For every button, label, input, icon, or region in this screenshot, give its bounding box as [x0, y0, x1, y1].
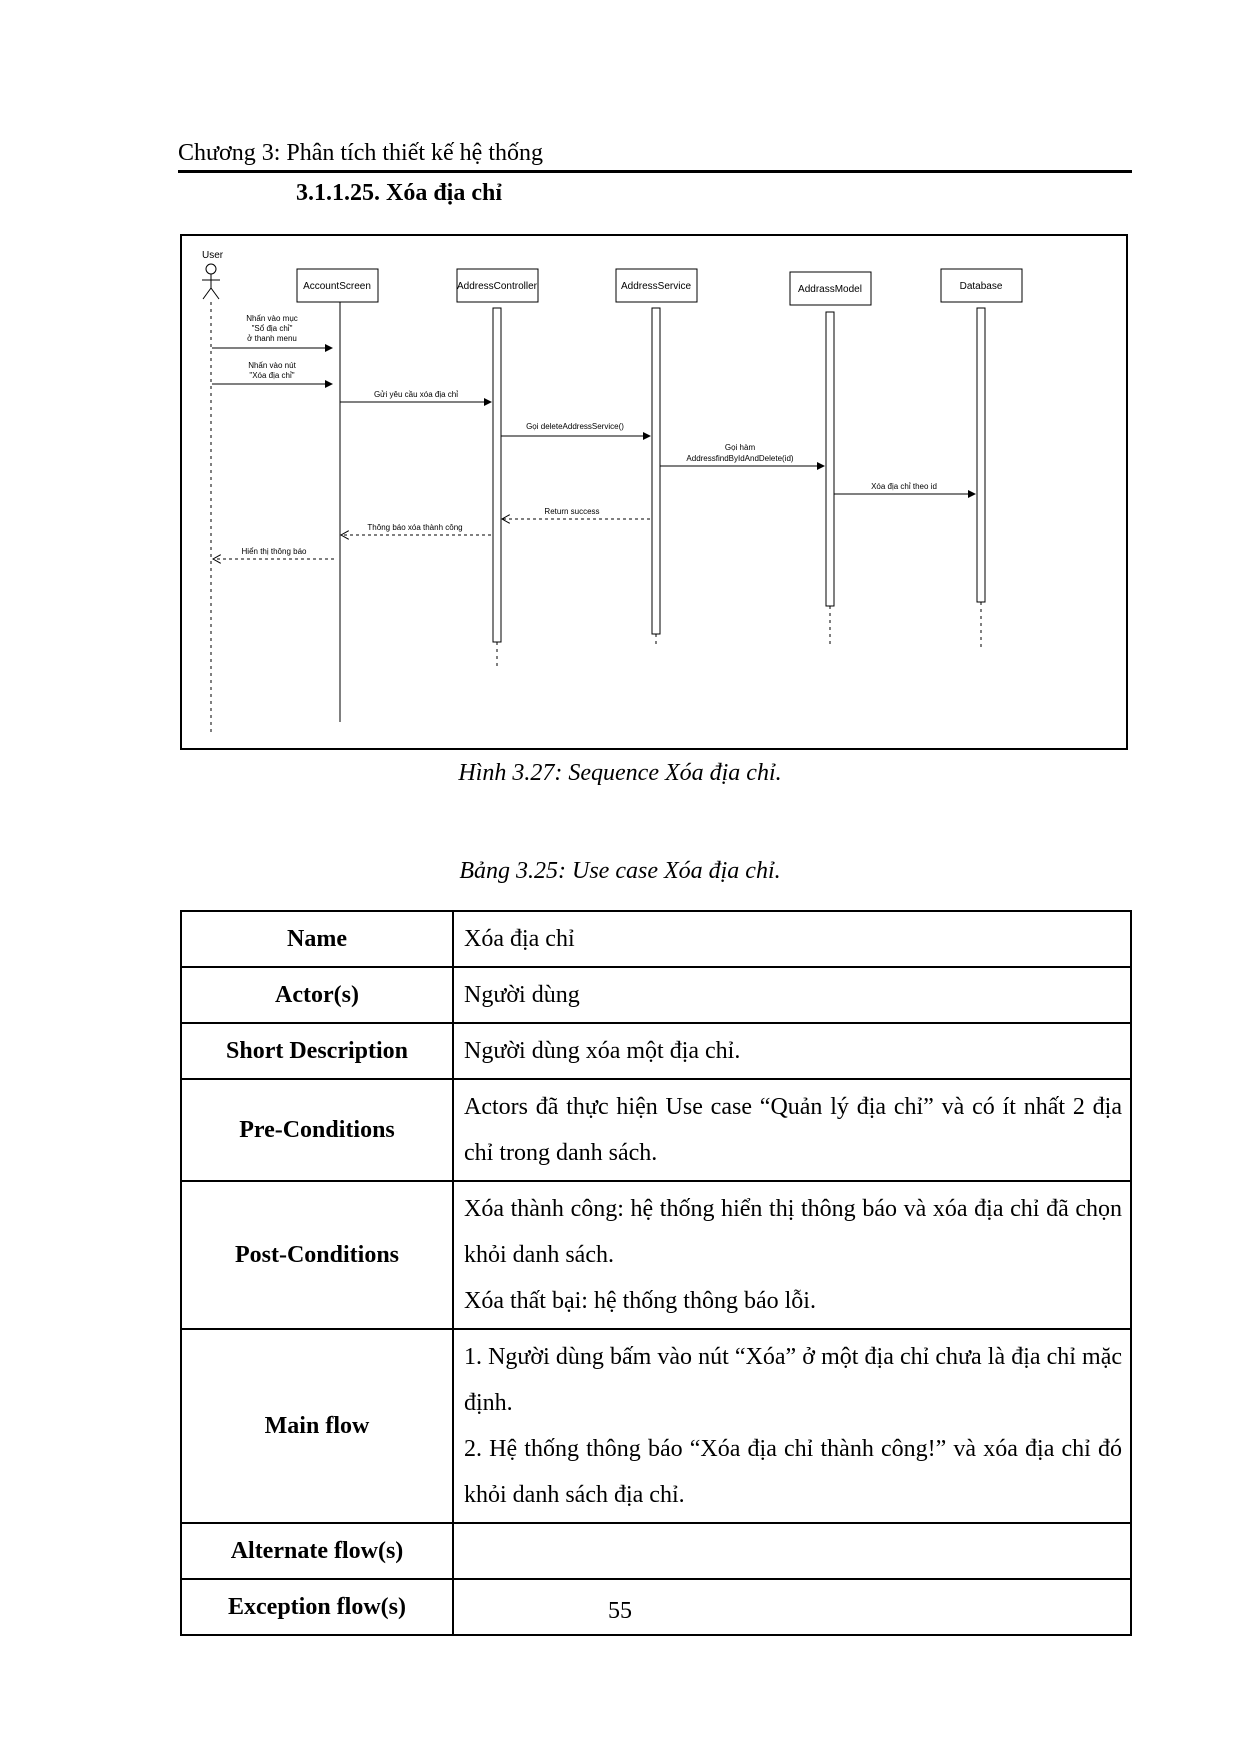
- message-label: "Sổ địa chỉ": [251, 324, 293, 333]
- table-row-name: [181, 911, 1131, 967]
- message-2: [212, 361, 332, 384]
- row-value: 1. Người dùng bấm vào nút “Xóa” ở một địa chỉ chưa là địa chỉ mặc định. 2. Hệ thống thông báo “Xóa địa chỉ thành công!” và xóa địa chỉ đó khỏi danh sách địa chỉ.: [453, 1329, 1131, 1523]
- lifeline-accountscreen: [297, 269, 378, 722]
- activation-bar: [826, 312, 834, 606]
- message-label: Gọi hàm: [724, 443, 756, 452]
- row-label: Alternate flow(s): [181, 1523, 453, 1579]
- message-label: AddressfindByIdAndDelete(id): [686, 454, 794, 463]
- row-label: Main flow: [181, 1329, 453, 1523]
- row-label: Name: [181, 911, 453, 967]
- message-4: [501, 422, 650, 436]
- message-label: Gửi yêu cầu xóa địa chỉ: [373, 390, 459, 399]
- section-title: 3.1.1.25. Xóa địa chỉ: [296, 180, 503, 206]
- table-row-actors: [181, 967, 1131, 1023]
- row-value: Xóa thành công: hệ thống hiển thị thông báo và xóa địa chỉ đã chọn khỏi danh sách. Xóa thất bại: hệ thống thông báo lỗi.: [453, 1181, 1131, 1329]
- table-row-short-description: [181, 1023, 1131, 1079]
- lifeline-label: AddressController: [456, 281, 538, 292]
- message-label: Hiển thị thông báo: [241, 547, 307, 556]
- message-5: [660, 443, 824, 466]
- activation-bar: [977, 308, 985, 602]
- row-value: Người dùng: [453, 967, 1131, 1023]
- lifeline-label: Database: [959, 281, 1003, 292]
- table-row-main-flow: [181, 1329, 1131, 1523]
- lifeline-database: [941, 269, 1022, 648]
- row-value: Người dùng xóa một địa chỉ.: [453, 1023, 1131, 1079]
- activation-bar: [493, 308, 501, 642]
- table-caption: Bảng 3.25: Use case Xóa địa chỉ.: [459, 858, 781, 884]
- row-label: Short Description: [181, 1023, 453, 1079]
- page-number: 55: [608, 1598, 632, 1624]
- actor-label: User: [202, 250, 224, 261]
- message-label: Nhấn vào mục: [246, 314, 298, 323]
- usecase-table: [180, 910, 1132, 1636]
- message-label: Nhấn vào nút: [248, 361, 296, 370]
- lifeline-label: AddressService: [620, 281, 692, 292]
- table-row-alternate-flows: [181, 1523, 1131, 1579]
- lifeline-label: AddrassModel: [798, 284, 862, 295]
- row-label: Actor(s): [181, 967, 453, 1023]
- message-label: ở thanh menu: [247, 334, 297, 343]
- message-7: [502, 507, 650, 519]
- actor-icon: [202, 264, 220, 299]
- activation-bar: [652, 308, 660, 634]
- message-1: [212, 314, 332, 348]
- message-label: Return success: [544, 507, 600, 516]
- sequence-diagram: [180, 234, 1128, 750]
- row-label: Post-Conditions: [181, 1181, 453, 1329]
- message-9: [213, 547, 334, 559]
- lifeline-addresscontroller: [457, 269, 538, 666]
- lifeline-addressservice: [616, 269, 697, 648]
- message-8: [341, 523, 491, 535]
- message-label: Gọi deleteAddressService(): [526, 422, 624, 431]
- lifeline-addrassmodel: [790, 272, 871, 646]
- message-label: "Xóa địa chỉ": [249, 371, 295, 380]
- sequence-diagram-canvas: [182, 236, 1126, 748]
- chapter-header: Chương 3: Phân tích thiết kế hệ thống: [178, 138, 1132, 173]
- message-label: Thông báo xóa thành công: [367, 523, 463, 532]
- table-row-pre-conditions: [181, 1079, 1131, 1181]
- row-value: Actors đã thực hiện Use case “Quản lý địa chỉ” và có ít nhất 2 địa chỉ trong danh sách.: [453, 1079, 1131, 1181]
- row-value: [453, 1523, 1131, 1579]
- lifeline-label: AccountScreen: [303, 281, 371, 292]
- row-label: Exception flow(s): [181, 1579, 453, 1635]
- message-3: [340, 390, 491, 402]
- message-6: [834, 482, 975, 494]
- table-row-post-conditions: [181, 1181, 1131, 1329]
- row-label: Pre-Conditions: [181, 1079, 453, 1181]
- row-value: Xóa địa chỉ: [453, 911, 1131, 967]
- figure-caption: Hình 3.27: Sequence Xóa địa chỉ.: [458, 760, 782, 786]
- message-label: Xóa địa chỉ theo id: [871, 482, 937, 491]
